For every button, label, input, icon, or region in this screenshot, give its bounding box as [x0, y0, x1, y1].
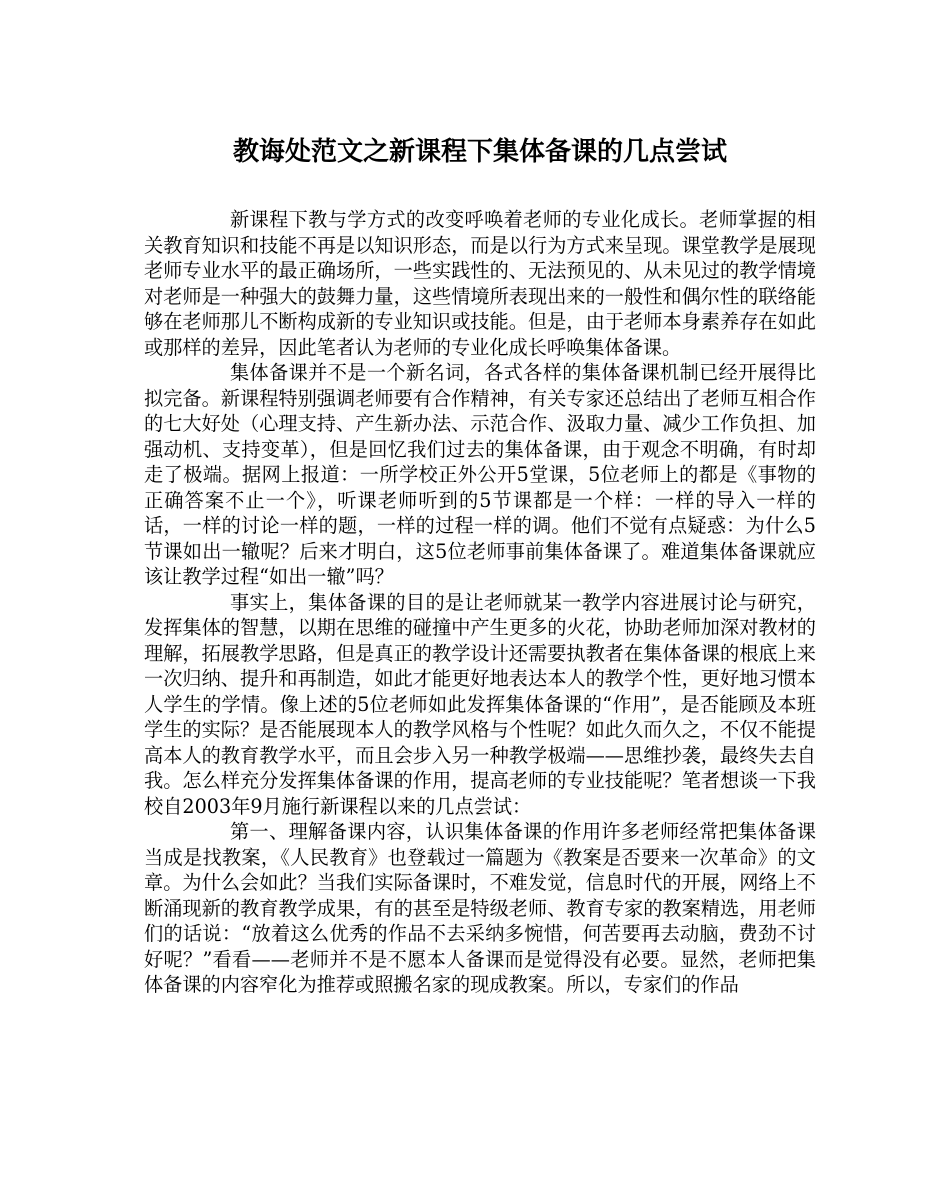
paragraph-4: 第一、理解备课内容，认识集体备课的作用许多老师经常把集体备课当成是找教案，《人民教育》也登载过一篇题为《教案是否要来一次革命》的文章。为什么会如此？当我们实际备课时，不难发觉，信息时代的开展，网络上不断涌现新的教育教学成果，有的甚至是特级老师、教育专家的教案精选，用老师们的话说：“放着这么优秀的作品不去采纳多惋惜，何苦要再去动脑，费劲不讨好呢？”看看——老师并不是不愿本人备课而是觉得没有必要。显然，老师把集体备课的内容窄化为推荐或照搬名家的现成教案。所以，专家们的作品	[144, 820, 816, 996]
document-body	[144, 207, 816, 998]
paragraph-2: 集体备课并不是一个新名词，各式各样的集体备课机制已经开展得比拟完备。新课程特别强调老师要有合作精神，有关专家还总结出了老师互相合作的七大好处（心理支持、产生新办法、示范合作、汲取力量、减少工作负担、加强动机、支持变革），但是回忆我们过去的集体备课，由于观念不明确，有时却走了极端。据网上报道：一所学校正外公开5堂课，5位老师上的都是《事物的正确答案不止一个》，听课老师听到的5节课都是一个样：一样的导入一样的话，一样的讨论一样的题，一样的过程一样的调。他们不觉有点疑惑：为什么5节课如出一辙呢？后来才明白，这5位老师事前集体备课了。难道集体备课就应该让教学过程“如出一辙”吗？	[144, 361, 816, 588]
paragraph-3: 事实上，集体备课的目的是让老师就某一教学内容进展讨论与研究，发挥集体的智慧，以期在思维的碰撞中产生更多的火花，协助老师加深对教材的理解，拓展教学思路，但是真正的教学设计还需要执教者在集体备课的根底上来一次归纳、提升和再制造，如此才能更好地表达本人的教学个性，更好地习惯本人学生的学情。像上述的5位老师如此发挥集体备课的“作用”，是否能顾及本班学生的实际？是否能展现本人的教学风格与个性呢？如此久而久之，不仅不能提高本人的教育教学水平，而且会步入另一种教学极端——思维抄袭，最终失去自我。怎么样充分发挥集体备课的作用，提高老师的专业技能呢？笔者想谈一下我校自2003年9月施行新课程以来的几点尝试：	[144, 590, 816, 818]
paragraph-1: 新课程下教与学方式的改变呼唤着老师的专业化成长。老师掌握的相关教育知识和技能不再是以知识形态，而是以行为方式来呈现。课堂教学是展现老师专业水平的最正确场所，一些实践性的、无法预见的、从未见过的教学情境对老师是一种强大的鼓舞力量，这些情境所表现出来的一般性和偶尔性的联络能够在老师那儿不断构成新的专业知识或技能。但是，由于老师本身素养存在如此或那样的差异，因此笔者认为老师的专业化成长呼唤集体备课。	[144, 208, 816, 359]
document-page	[144, 130, 816, 998]
document-title: 教诲处范文之新课程下集体备课的几点尝试	[232, 137, 727, 167]
